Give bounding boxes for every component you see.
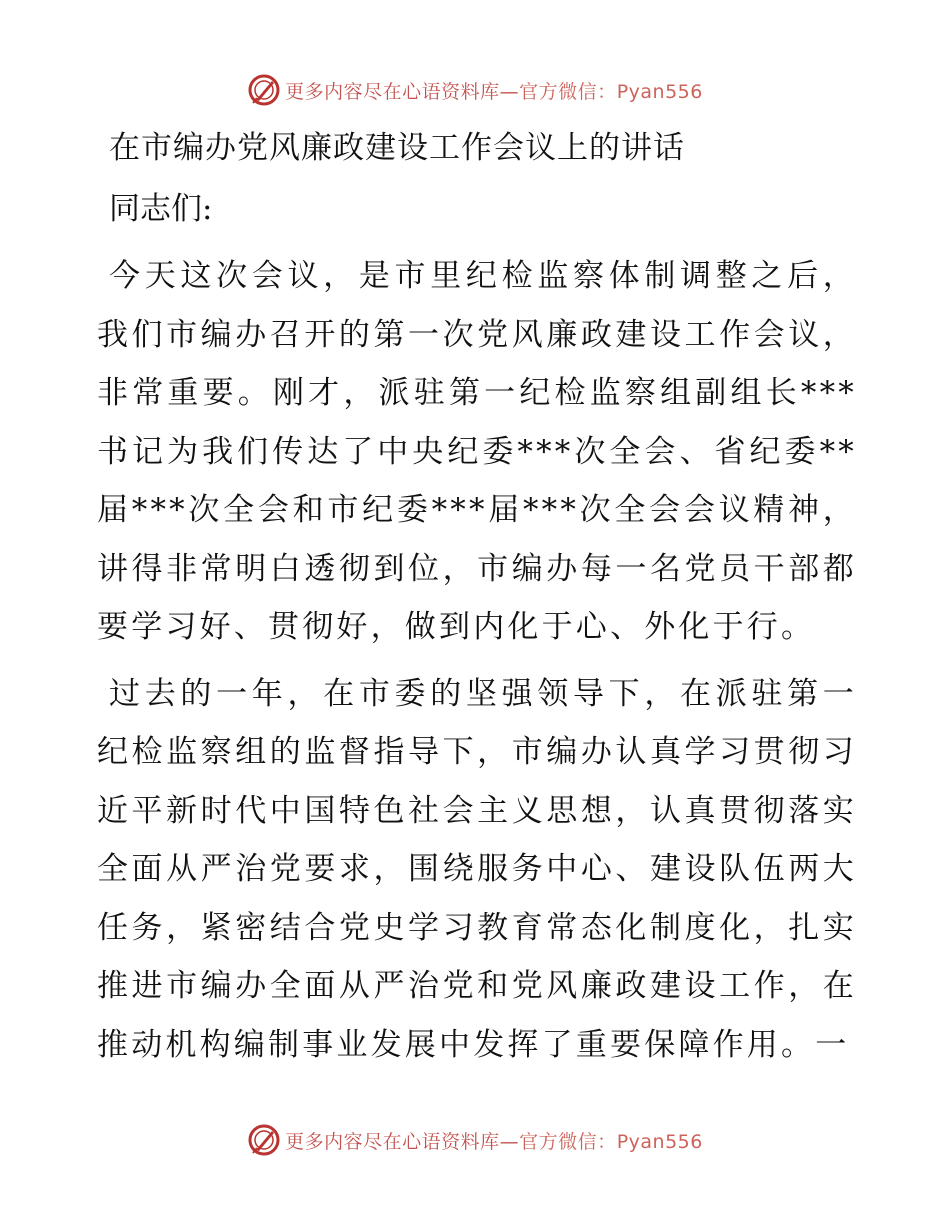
watermark-wechat-id: Pyan556 [616, 1130, 703, 1153]
quill-seal-icon [247, 73, 281, 107]
watermark-site-text: 更多内容尽在心语资料库— [285, 80, 520, 103]
document-body [97, 118, 857, 1074]
footer-watermark [0, 1120, 950, 1160]
watermark-wechat-label: 官方微信： [519, 1130, 617, 1153]
header-watermark [0, 70, 950, 110]
watermark-text [285, 1127, 703, 1154]
watermark-wechat-label: 官方微信： [519, 80, 617, 103]
watermark-site-text: 更多内容尽在心语资料库— [285, 1130, 520, 1153]
quill-seal-icon [247, 1123, 281, 1157]
paragraph: 今天这次会议，是市里纪检监察体制调整之后，我们市编办召开的第一次党风廉政建设工作会议，非常重要。刚才，派驻第一纪检监察组副组长***书记为我们传达了中央纪委***次全会、省纪委**届***次全会和市纪委***届***次全会会议精神，讲得非常明白透彻到位，市编办每一名党员干部都要学习好、贯彻好，做到内化于心、外化于行。 [97, 258, 857, 645]
watermark-wechat-id: Pyan556 [616, 80, 703, 103]
paragraph: 过去的一年，在市委的坚强领导下，在派驻第一纪检监察组的监督指导下，市编办认真学习贯彻习近平新时代中国特色社会主义思想，认真贯彻落实全面从严治党要求，围绕服务中心、建设队伍两大任务，紧密结合党史学习教育常态化制度化，扎实推进市编办全面从严治党和党风廉政建设工作，在推动机构编制事业发展中发挥了重要保障作用。一 [97, 675, 857, 1063]
watermark-text [285, 77, 703, 104]
greeting: 同志们: [109, 191, 213, 227]
document-title: 在市编办党风廉政建设工作会议上的讲话 [109, 130, 685, 166]
